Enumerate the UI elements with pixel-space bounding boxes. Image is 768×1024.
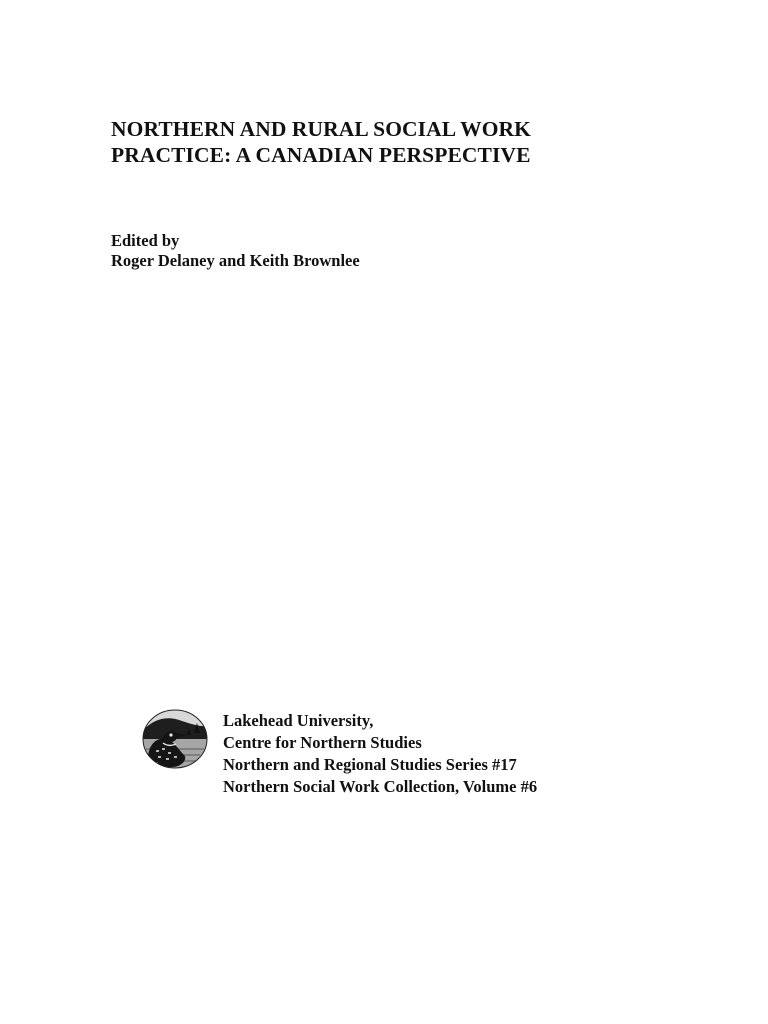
- loon-logo-icon: [142, 709, 208, 769]
- publisher-university: Lakehead University,: [223, 711, 374, 730]
- edited-by-label: Edited by: [111, 231, 180, 250]
- book-title-line-1: NORTHERN AND RURAL SOCIAL WORK: [111, 117, 531, 141]
- editor-names: Roger Delaney and Keith Brownlee: [111, 251, 360, 270]
- book-title: [111, 116, 671, 168]
- editor-credits: [111, 231, 631, 271]
- publisher-collection: Northern Social Work Collection, Volume #6: [223, 777, 538, 796]
- publisher-info: [223, 710, 723, 798]
- publisher-series: Northern and Regional Studies Series #17: [223, 755, 517, 774]
- book-title-line-2: PRACTICE: A CANADIAN PERSPECTIVE: [111, 143, 531, 167]
- publisher-centre: Centre for Northern Studies: [223, 733, 422, 752]
